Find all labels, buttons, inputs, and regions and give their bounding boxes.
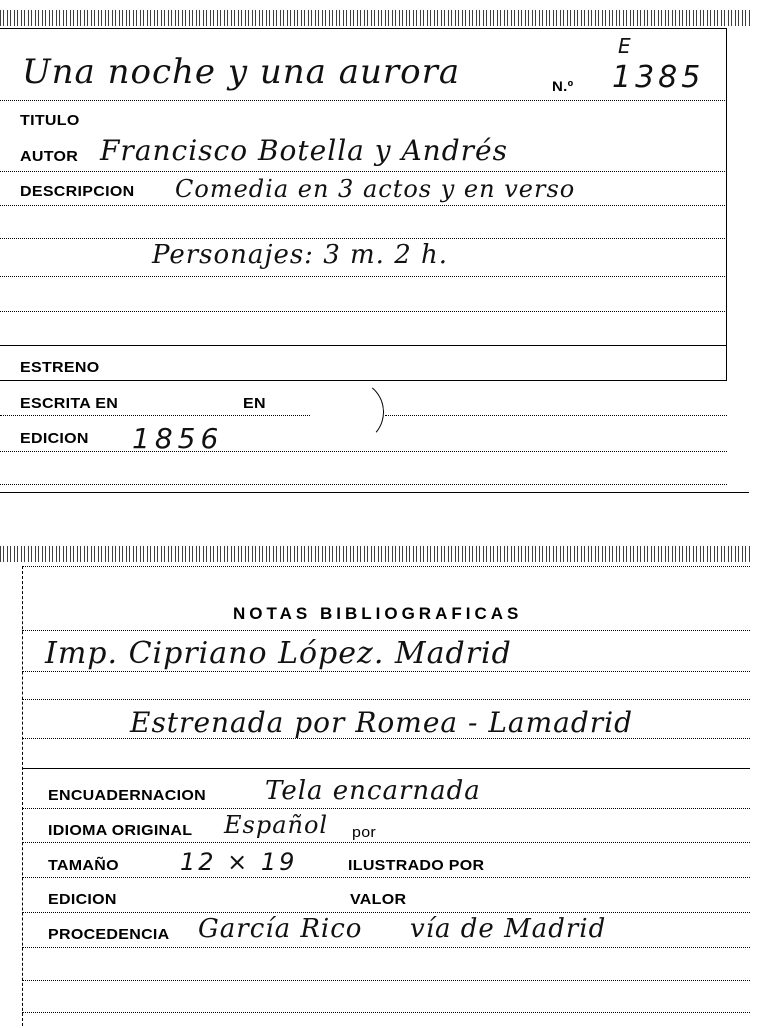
idioma-original-label: IDIOMA ORIGINAL — [48, 822, 193, 839]
heading-rule — [22, 630, 750, 631]
procedencia-rule — [22, 947, 750, 948]
card-top-bottom-rule — [0, 484, 727, 485]
edicion-label: EDICION — [20, 430, 89, 447]
number-label: N.º — [552, 78, 574, 95]
tamano-rule — [22, 877, 750, 878]
por-label: por — [352, 824, 377, 841]
note-rule-1 — [22, 671, 750, 672]
edicion-rule-bottom — [22, 912, 750, 913]
catalog-card-bottom — [0, 546, 752, 1026]
card-bottom-left-edge — [22, 566, 23, 1026]
descripcion-rule — [0, 205, 727, 206]
number-value: 1385 — [612, 60, 705, 95]
tamano-value: 12 × 19 — [180, 848, 298, 876]
descripcion-value: Comedia en 3 actos y en verso — [175, 175, 576, 203]
card-top-edge — [0, 10, 752, 26]
note-rule-2 — [22, 699, 750, 700]
autor-value: Francisco Botella y Andrés — [100, 134, 508, 167]
descripcion-label: DESCRIPCION — [20, 183, 135, 200]
card-bottom-top-rule — [22, 566, 750, 567]
card-bottom-edge — [0, 546, 752, 562]
number-mark: E — [618, 34, 631, 58]
estreno-label: ESTRENO — [20, 359, 100, 376]
personajes-value: Personajes: 3 m. 2 h. — [152, 240, 449, 270]
escrita-en-label: ESCRITA EN — [20, 395, 119, 412]
ilustrado-por-label: ILUSTRADO POR — [348, 857, 485, 874]
procedencia-label: PROCEDENCIA — [48, 926, 170, 943]
blank-rule-bottom-2 — [22, 1012, 750, 1013]
catalog-card-top — [0, 0, 752, 495]
encuadernacion-value: Tela encarnada — [265, 776, 481, 806]
edicion-value: 1856 — [132, 422, 224, 455]
procedencia-extra: vía de Madrid — [410, 914, 607, 944]
notas-heading: NOTAS BIBLIOGRAFICAS — [233, 604, 523, 623]
blank-rule-2 — [0, 276, 727, 277]
estreno-rule — [0, 380, 727, 381]
autor-label: AUTOR — [20, 148, 79, 165]
escrita-rule-right — [385, 415, 727, 416]
edicion-rule — [0, 451, 727, 452]
title-handwritten: Una noche y una aurora — [22, 52, 461, 92]
titulo-label: TITULO — [20, 112, 80, 129]
note-line-1: Imp. Cipriano López. Madrid — [45, 636, 512, 671]
valor-label: VALOR — [350, 891, 407, 908]
blank-rule-4 — [0, 345, 727, 346]
procedencia-value: García Rico — [198, 914, 363, 944]
blank-rule-bottom-1 — [22, 980, 750, 981]
title-rule — [0, 100, 727, 101]
encuadernacion-label: ENCUADERNACION — [48, 787, 206, 804]
blank-rule-3 — [0, 311, 727, 312]
note-rule-4 — [22, 768, 750, 769]
note-line-2: Estrenada por Romea - Lamadrid — [130, 706, 634, 739]
card-top-border — [0, 28, 727, 29]
note-rule-3 — [22, 738, 750, 739]
encuadernacion-rule — [22, 808, 750, 809]
tamano-label: TAMAÑO — [48, 857, 119, 874]
blank-rule-1 — [0, 238, 727, 239]
card-top-right-edge — [726, 28, 727, 380]
idioma-rule — [22, 842, 750, 843]
escrita-rule-left — [0, 415, 310, 416]
idioma-value: Español — [224, 811, 329, 839]
autor-rule — [0, 171, 727, 172]
stamp-mark — [317, 377, 386, 446]
edicion-label-bottom: EDICION — [48, 891, 117, 908]
en-label: EN — [243, 395, 266, 412]
card-top-bottom-border — [0, 492, 749, 493]
